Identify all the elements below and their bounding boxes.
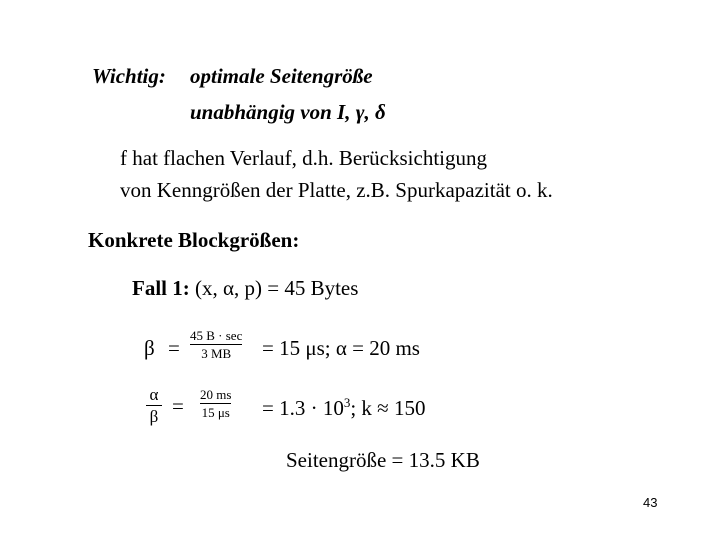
important-line-2: unabhängig von I, γ, δ [190, 100, 386, 124]
eq1-equals: = [168, 336, 180, 360]
case-text: (x, α, p) = 45 Bytes [195, 276, 359, 300]
eq2-rest-post: ; k ≈ 150 [350, 396, 426, 420]
eq2-equals: = [172, 394, 184, 418]
eq1-fraction-bar [190, 344, 242, 345]
important-label: Wichtig: [92, 64, 166, 88]
eq2-fraction-bar [200, 403, 231, 404]
important-line-1: optimale Seitengröße [190, 64, 373, 88]
eq2-rest-pre: = 1.3 · 10 [262, 396, 344, 420]
eq2-lhs-bar [146, 405, 162, 406]
result-text: Seitengröße = 13.5 KB [286, 448, 480, 472]
eq1-rest: = 15 μs; α = 20 ms [262, 336, 420, 360]
eq2-rest-exponent: 3 [343, 395, 351, 410]
case-label: Fall 1: [132, 276, 190, 300]
eq1-fraction-denominator: 3 MB [201, 346, 232, 361]
eq1-fraction [190, 329, 242, 360]
paragraph-line-1: f hat flachen Verlauf, d.h. Berücksichtigung [120, 146, 487, 170]
eq1-fraction-numerator: 45 B · sec [190, 328, 243, 343]
page-number: 43 [643, 495, 658, 510]
eq2-lhs-fraction [146, 386, 162, 425]
eq2-rest [262, 396, 425, 421]
eq2-fraction-numerator: 20 ms [200, 387, 232, 402]
case-line [132, 276, 358, 301]
eq2-lhs-numerator: α [149, 385, 159, 404]
eq2-fraction-denominator: 15 μs [201, 405, 230, 420]
paragraph-line-2: von Kenngrößen der Platte, z.B. Spurkapazität o. k. [120, 178, 553, 202]
eq1-lhs: β [144, 336, 155, 360]
section-heading: Konkrete Blockgrößen: [88, 228, 300, 252]
eq2-lhs-denominator: β [149, 407, 159, 426]
eq2-fraction [200, 388, 231, 419]
